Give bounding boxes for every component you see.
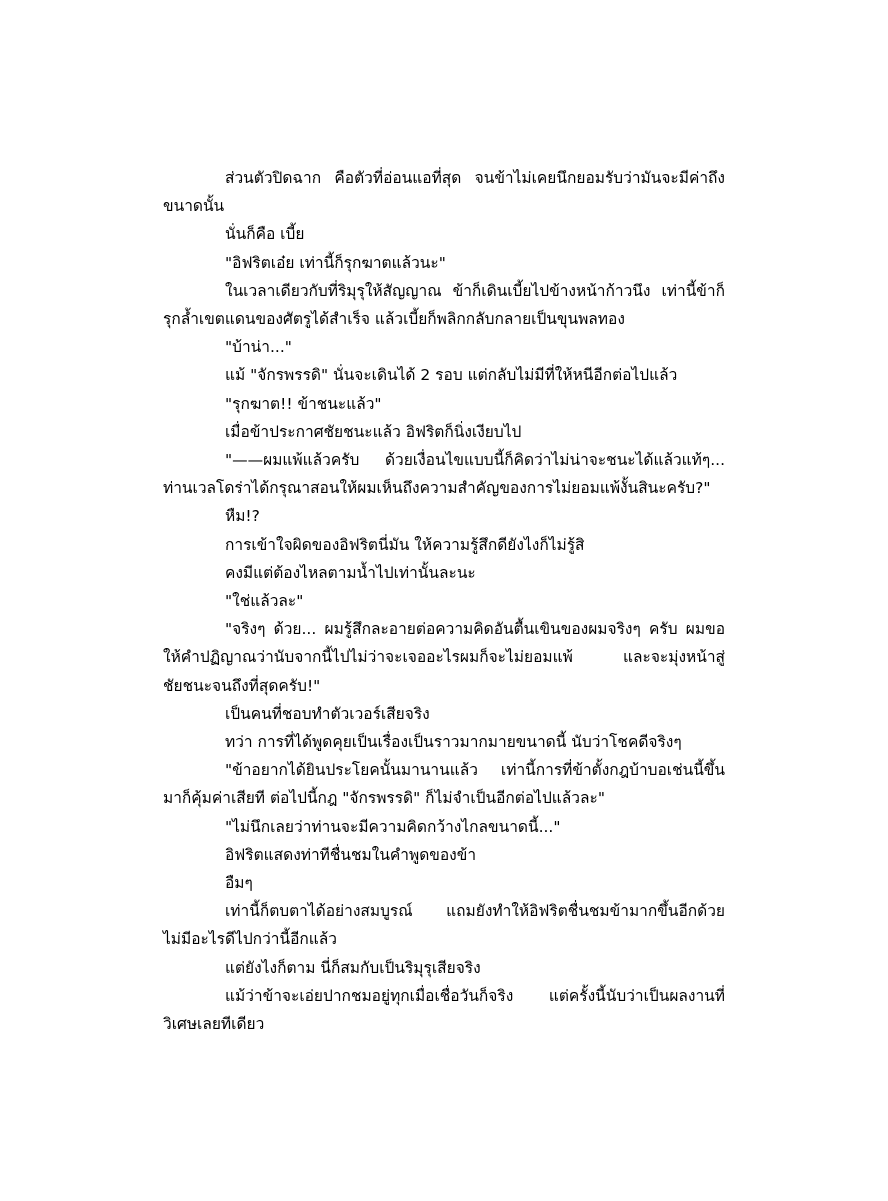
text-body — [163, 164, 725, 1038]
paragraph: เป็นคนที่ชอบทำตัวเวอร์เสียจริง — [225, 704, 430, 723]
paragraph: เท่านี้ก็ตบตาได้อย่างสมบูรณ์ แถมยังทำให้อิฟริตชื่นชมข้ามากขึ้นอีกด้วย ไม่มีอะไรดีไปกว่านี้อีกแล้ว — [163, 902, 725, 949]
paragraph: "รุกฆาต!! ข้าชนะแล้ว" — [225, 394, 382, 413]
paragraph: ทว่า การที่ได้พูดคุยเป็นเรื่องเป็นราวมากมายขนาดนี้ นับว่าโชคดีจริงๆ — [225, 733, 682, 752]
paragraph: แม้ "จักรพรรดิ" นั่นจะเดินได้ 2 รอบ แต่กลับไม่มีที่ให้หนีอีกต่อไปแล้ว — [225, 366, 678, 385]
paragraph: การเข้าใจผิดของอิฟริตนี่มัน ให้ความรู้สึกดียังไงก็ไม่รู้สิ — [225, 535, 585, 554]
paragraph: "——ผมแพ้แล้วครับ ด้วยเงื่อนไขแบบนี้ก็คิดว่าไม่น่าจะชนะได้แล้วแท้ๆ... ท่านเวลโดร่าได้กรุณาสอนให้ผมเห็นถึงความสำคัญของการไม่ยอมแพ้งั้นสินะครับ?" — [163, 451, 725, 498]
paragraph: "ข้าอยากได้ยินประโยคนั้นมานานแล้ว เท่านี้การที่ข้าตั้งกฎบ้าบอเช่นนี้ขึ้นมาก็คุ้มค่าเสียที ต่อไปนี้กฎ "จักรพรรดิ" ก็ไม่จำเป็นอีกต่อไปแล้วละ" — [163, 761, 725, 808]
paragraph: อิฟริตแสดงท่าทีชื่นชมในคำพูดของข้า — [225, 845, 477, 864]
paragraph: "จริงๆ ด้วย... ผมรู้สึกละอายต่อความคิดอันตื้นเขินของผมจริงๆ ครับ ผมขอให้คำปฏิญาณว่านับจากนี้ไปไม่ว่าจะเจออะไรผมก็จะไม่ยอมแพ้ และจะมุ่งหน้าสู่ชัยชนะจนถึงที่สุดครับ!" — [163, 620, 725, 695]
paragraph: "อิฟริตเอ๋ย เท่านี้ก็รุกฆาตแล้วนะ" — [225, 253, 446, 272]
paragraph: อืมๆ — [225, 874, 253, 893]
paragraph: ส่วนตัวปิดฉาก คือตัวที่อ่อนแอที่สุด จนข้าไม่เคยนึกยอมรับว่ามันจะมีค่าถึงขนาดนั้น — [163, 169, 725, 216]
paragraph: "ไม่นึกเลยว่าท่านจะมีความคิดกว้างไกลขนาดนี้..." — [225, 817, 561, 836]
paragraph: แม้ว่าข้าจะเอ่ยปากชมอยู่ทุกเมื่อเชื่อวันก็จริง แต่ครั้งนี้นับว่าเป็นผลงานที่วิเศษเลยทีเดียว — [163, 986, 725, 1034]
paragraph: แต่ยังไงก็ตาม นี่ก็สมกับเป็นริมุรุเสียจริง — [225, 958, 481, 977]
paragraph: เมื่อข้าประกาศชัยชนะแล้ว อิฟริตก็นิ่งเงียบไป — [225, 422, 522, 441]
paragraph: คงมีแต่ต้องไหลตามน้ำไปเท่านั้นละนะ — [225, 563, 476, 582]
paragraph: "ใช่แล้วละ" — [225, 592, 304, 611]
paragraph: ในเวลาเดียวกับที่ริมุรุให้สัญญาณ ข้าก็เดินเบี้ยไปข้างหน้าก้าวนึง เท่านี้ข้าก็รุกล้ำเขตแดนของศัตรูได้สำเร็จ แล้วเบี้ยก็พลิกกลับกลายเป็นขุนพลทอง — [163, 281, 725, 329]
paragraph: นั่นก็คือ เบี้ย — [225, 225, 305, 244]
paragraph: หืม!? — [225, 507, 260, 526]
paragraph: "บ้าน่า..." — [225, 338, 292, 357]
